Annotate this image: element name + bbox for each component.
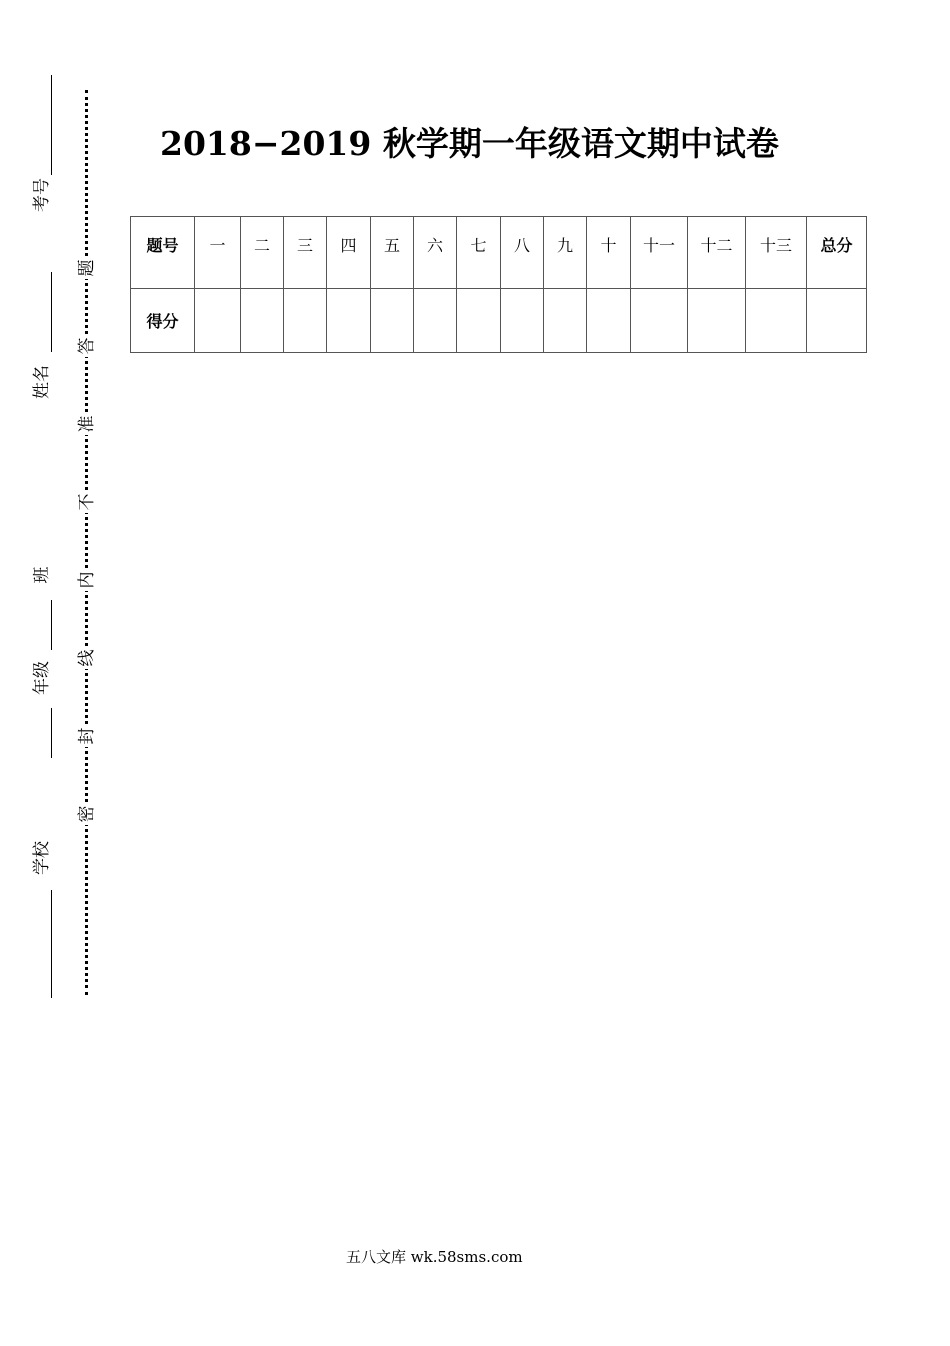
header-cell: 二 xyxy=(241,217,284,289)
margin-line-top xyxy=(51,75,52,175)
seal-dotted-line xyxy=(85,90,88,995)
seal-char-feng: 封 xyxy=(75,725,99,747)
grade-label: 年级 xyxy=(32,661,52,695)
school-label: 学校 xyxy=(32,841,52,875)
score-cell xyxy=(688,289,746,353)
header-cell: 十三 xyxy=(746,217,807,289)
score-cell xyxy=(544,289,587,353)
seal-char-nei: 内 xyxy=(75,569,99,591)
margin-line-grade xyxy=(51,708,52,758)
footer-watermark: 五八文库 wk.58sms.com xyxy=(346,1248,523,1266)
class-label: 班 xyxy=(32,566,52,584)
score-cell xyxy=(501,289,544,353)
seal-char-da: 答 xyxy=(75,335,99,357)
header-cell: 六 xyxy=(414,217,457,289)
header-cell-total: 总分 xyxy=(807,217,867,289)
score-cell xyxy=(371,289,414,353)
header-cell: 十 xyxy=(587,217,631,289)
score-cell xyxy=(195,289,241,353)
header-cell: 四 xyxy=(327,217,371,289)
header-cell: 十一 xyxy=(631,217,688,289)
header-cell: 七 xyxy=(457,217,501,289)
name-label: 姓名 xyxy=(32,365,52,399)
score-row-label: 得分 xyxy=(131,289,195,353)
margin-line-name xyxy=(51,272,52,352)
score-cell xyxy=(414,289,457,353)
score-cell-total xyxy=(807,289,867,353)
table-header-row xyxy=(131,217,867,289)
header-cell: 一 xyxy=(195,217,241,289)
score-cell xyxy=(241,289,284,353)
seal-char-ti: 题 xyxy=(75,257,99,279)
score-cell xyxy=(284,289,327,353)
table-score-row xyxy=(131,289,867,353)
header-cell: 八 xyxy=(501,217,544,289)
seal-char-zhun: 准 xyxy=(75,413,99,435)
seal-char-mi: 密 xyxy=(75,803,99,825)
page-title: 2018−2019 秋学期一年级语文期中试卷 xyxy=(160,124,779,163)
seal-char-xian: 线 xyxy=(75,647,99,669)
exam-no-label: 考号 xyxy=(32,178,52,212)
header-cell: 九 xyxy=(544,217,587,289)
header-cell: 十二 xyxy=(688,217,746,289)
margin-line-school xyxy=(51,890,52,998)
header-cell: 五 xyxy=(371,217,414,289)
score-cell xyxy=(587,289,631,353)
header-cell-question-no: 题号 xyxy=(131,217,195,289)
score-cell xyxy=(457,289,501,353)
margin-line-class xyxy=(51,600,52,650)
score-cell xyxy=(746,289,807,353)
header-cell: 三 xyxy=(284,217,327,289)
seal-char-bu: 不 xyxy=(75,491,99,513)
score-table xyxy=(130,216,867,353)
score-cell xyxy=(327,289,371,353)
score-cell xyxy=(631,289,688,353)
